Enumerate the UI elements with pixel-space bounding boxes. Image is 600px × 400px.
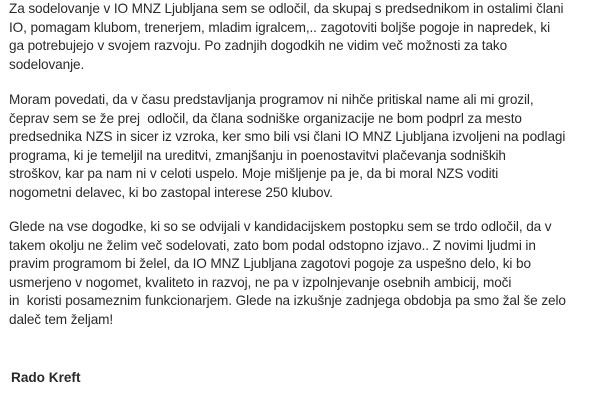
text-line: usmerjeno v nogomet, kvaliteto in razvoj, ne pa v izpolnjevanje osebnih ambicij, moči — [9, 274, 512, 290]
text-line: Za sodelovanje v IO MNZ Ljubljana sem se odločil, da skupaj s predsednikom in ostalimi člani — [9, 1, 564, 16]
text-line: čeprav sem se že prej odločil, da člana sodniške organizacije ne bom podprl za mesto — [9, 110, 522, 126]
text-line: in koristi posameznim funkcionarjem. Glede na izkušnje zadnjega obdobja pa smo žal še zelo — [9, 293, 566, 308]
text-line: Moram povedati, da v času predstavljanja programov ni nihče pritiskal name ali mi grozil, — [9, 92, 534, 107]
text-line: programa, ki je temeljil na ureditvi, zmanjšanju in poenostavitvi plačevanja sodniških — [9, 147, 506, 163]
paragraph-3 — [9, 218, 597, 329]
text-line: nogometni delavec, ki bo zastopal interese 250 klubov. — [9, 184, 333, 200]
text-line: takem okolju ne želim več sodelovati, zato bom podal odstopno izjavo.. Z novimi ljudmi in — [9, 237, 536, 253]
text-line: Glede na vse dogodke, ki so se odvijali v kandidacijskem postopku sem se trdo odločil, da v — [9, 219, 552, 234]
text-line: stroškov, kar pa nam ni v celoti uspelo. Moje mišljenje pa je, da bi moral NZS voditi — [9, 166, 499, 181]
text-line: sodelovanje. — [9, 56, 85, 72]
paragraph-1 — [9, 0, 597, 74]
paragraph-2 — [9, 91, 597, 202]
text-line: IO, pomagam klubom, trenerjem, mladim igralcem,.. zagotoviti boljše pogoje in napredek, ki — [9, 19, 551, 35]
text-line: pravim programom bi želel, da IO MNZ Ljubljana zagotovi pogoje za uspešno delo, ki bo — [9, 256, 531, 271]
text-line: ga potrebujejo v svojem razvoju. Po zadnjih dogodkih ne vidim več možnosti za tako — [9, 38, 508, 53]
text-line: daleč tem željam! — [9, 311, 114, 327]
text-line: predsednika NZS in sicer iz vzroka, ker smo bili vsi člani IO MNZ Ljubljana izvoljeni na podlagi — [9, 129, 566, 144]
signature: Rado Kreft — [11, 370, 81, 385]
